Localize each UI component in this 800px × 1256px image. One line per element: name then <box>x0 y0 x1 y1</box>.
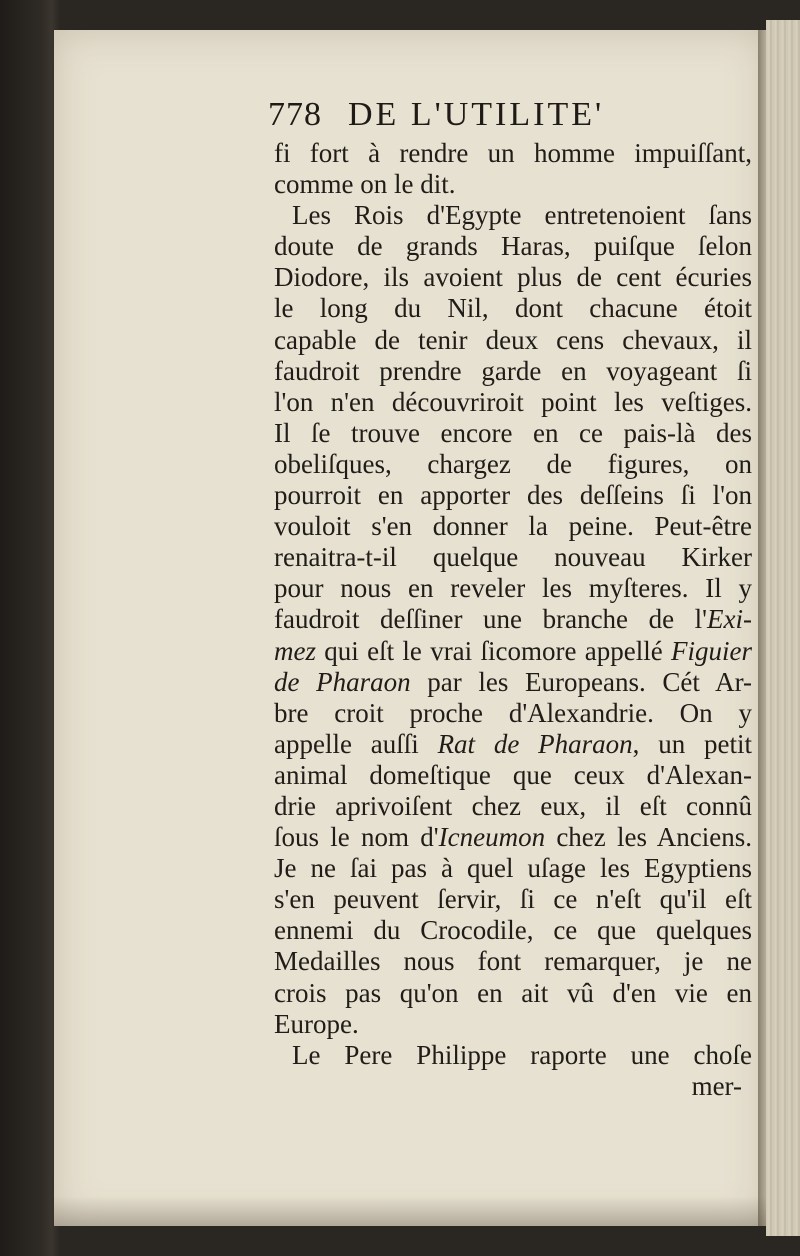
text-line: faudroit deſſiner une branche de l'Exi- <box>274 604 752 635</box>
running-title: DE L'UTILITE' <box>348 96 605 133</box>
text-line: pourroit en apporter des deſſeins ſi l'on <box>274 480 752 511</box>
text-line: s'en peuvent ſervir, ſi ce n'eſt qu'il eſt <box>274 884 752 915</box>
text-line: fi fort à rendre un homme impuiſſant, <box>274 138 752 168</box>
catchword: mer- <box>691 1070 742 1101</box>
text-line: vouloit s'en donner la peine. Peut-être <box>274 511 752 542</box>
text-line: Europe. <box>274 1008 359 1039</box>
text-line: l'on n'en découvriroit point les veſtiges. <box>274 386 752 417</box>
text-line: renaitra-t-il quelque nouveau Kirker <box>274 542 752 573</box>
page-bottom-shadow <box>54 1196 766 1226</box>
text-line: Medailles nous font remarquer, je ne <box>274 946 752 977</box>
text-line: crois pas qu'on en ait vû d'en vie en <box>274 977 752 1008</box>
page-edge <box>766 20 800 1236</box>
text-line: comme on le dit. <box>274 169 456 200</box>
text-line: obeliſques, chargez de figures, on <box>274 448 752 479</box>
text-line: Il ſe trouve encore en ce pais-là des <box>274 417 752 448</box>
text-line: Diodore, ils avoient plus de cent écuries <box>274 262 752 293</box>
gutter-shadow <box>758 30 766 1226</box>
running-head <box>268 96 748 144</box>
page-number: 778 <box>268 96 322 133</box>
text-line: pour nous en reveler les myſteres. Il y <box>274 573 752 604</box>
text-line: capable de tenir deux cens chevaux, il <box>274 324 752 355</box>
text-line: mez qui eſt le vrai ſicomore appellé Figuier <box>274 635 752 666</box>
text-line: faudroit prendre garde en voyageant ſi <box>274 355 752 386</box>
text-line: bre croit proche d'Alexandrie. On y <box>274 697 752 728</box>
text-line: appelle auſſi Rat de Pharaon, un petit <box>274 728 752 759</box>
text-block <box>274 138 752 1102</box>
text-line: doute de grands Haras, puiſque ſelon <box>274 231 752 262</box>
text-line: Les Rois d'Egypte entretenoient ſans <box>292 200 752 231</box>
text-line: drie aprivoiſent chez eux, il eſt connû <box>274 790 752 821</box>
text-line: de Pharaon par les Europeans. Cét Ar- <box>274 666 752 697</box>
text-line: ſous le nom d'Icneumon chez les Anciens. <box>274 822 752 853</box>
text-line: animal domeſtique que ceux d'Alexan- <box>274 759 752 790</box>
text-line: le long du Nil, dont chacune étoit <box>274 293 752 324</box>
text-line: Le Pere Philippe raporte une choſe <box>292 1039 752 1070</box>
text-line: Je ne ſai pas à quel uſage les Egyptiens <box>274 853 752 884</box>
text-line: ennemi du Crocodile, ce que quelques <box>274 915 752 946</box>
